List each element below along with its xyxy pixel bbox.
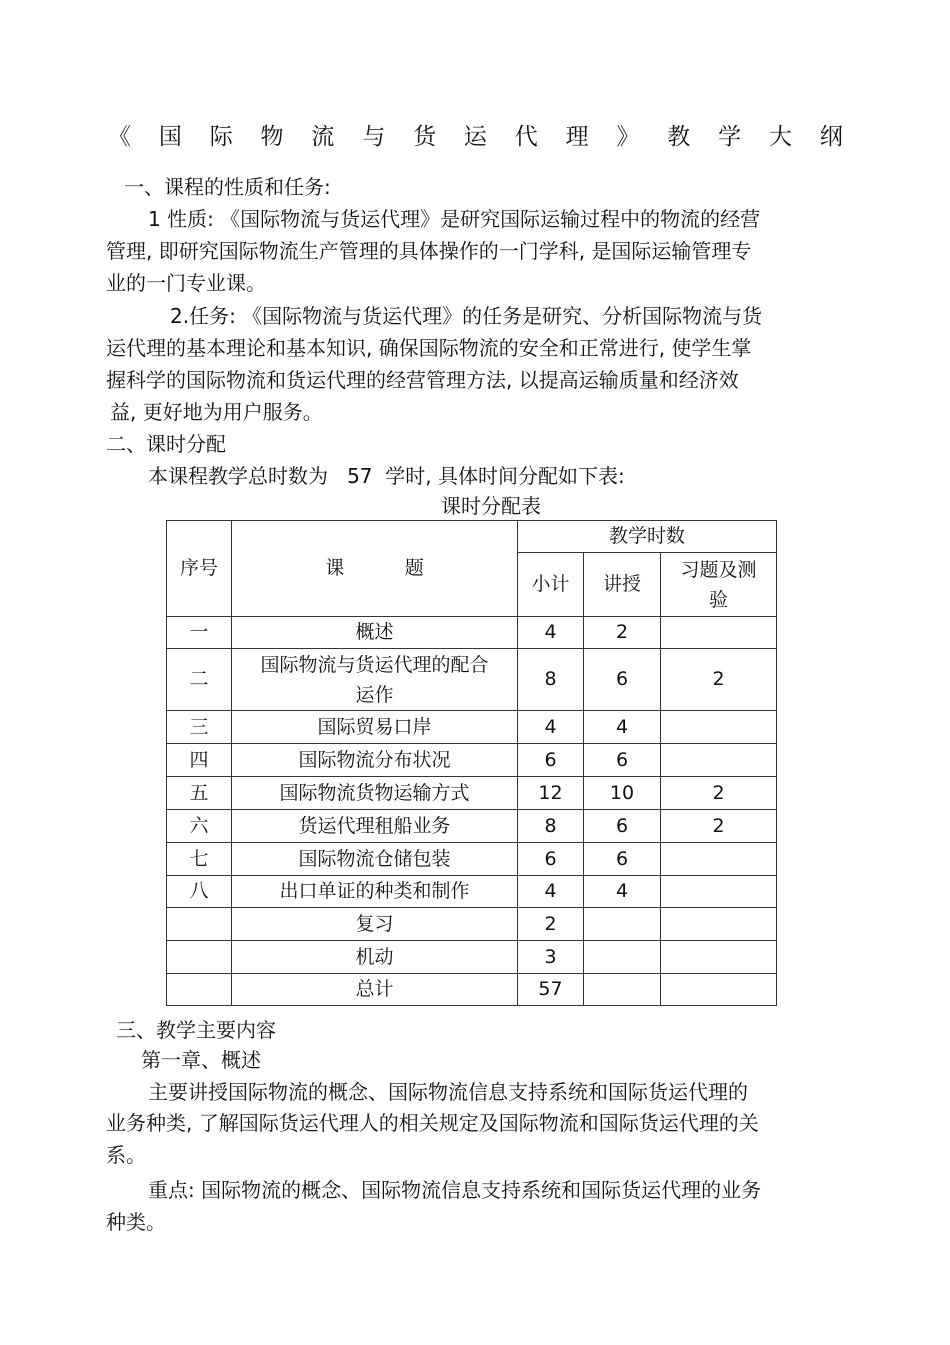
title-char: 国: [158, 124, 182, 150]
header-exercise-line: 习题及测: [680, 558, 757, 581]
row-exercise: 2: [661, 649, 777, 711]
row-lecture: 4: [584, 711, 661, 744]
row-subtotal: 2: [518, 908, 584, 941]
nature-line: 业的一门专业课。: [106, 271, 266, 295]
nature-line: 1 性质: 《国际物流与货运代理》是研究国际运输过程中的物流的经营: [148, 207, 761, 231]
row-seq: [167, 974, 232, 1006]
table-row: [167, 711, 777, 744]
header-subtotal: 小计: [518, 553, 584, 617]
row-topic: 国际物流货物运输方式: [232, 777, 518, 810]
key-point-line: 重点: 国际物流的概念、国际物流信息支持系统和国际货运代理的业务: [148, 1178, 762, 1202]
row-seq: 四: [167, 744, 232, 777]
page-title: [108, 118, 843, 151]
row-exercise: 2: [661, 810, 777, 843]
row-lecture: 6: [584, 843, 661, 876]
row-lecture: 6: [584, 649, 661, 711]
header-topic: 课 题: [232, 521, 518, 617]
row-topic-line: 国际物流与货运代理的配合: [260, 653, 489, 676]
row-topic: [232, 649, 518, 711]
row-seq: 三: [167, 711, 232, 744]
row-lecture: 6: [584, 744, 661, 777]
header-lecture: 讲授: [584, 553, 661, 617]
row-subtotal: 4: [518, 711, 584, 744]
row-lecture: 2: [584, 617, 661, 649]
header-exercise-line: 验: [708, 588, 728, 611]
row-topic: 国际物流分布状况: [232, 744, 518, 777]
table-row: [167, 744, 777, 777]
table-row: [167, 974, 777, 1006]
row-exercise: [661, 876, 777, 908]
row-seq: [167, 941, 232, 974]
title-char: 》: [616, 124, 640, 150]
title-char: 物: [260, 124, 284, 150]
title-char: 教: [667, 124, 691, 150]
table-row: [167, 908, 777, 941]
row-exercise: [661, 908, 777, 941]
row-topic: 货运代理租船业务: [232, 810, 518, 843]
row-seq: [167, 908, 232, 941]
task-line: 益, 更好地为用户服务。: [110, 400, 323, 424]
row-exercise: [661, 941, 777, 974]
title-char: 流: [311, 124, 335, 150]
title-char: 货: [413, 124, 437, 150]
table-row: [167, 649, 777, 711]
row-topic: 总计: [232, 974, 518, 1006]
section2-intro: 本课程教学总时数为 57 学时, 具体时间分配如下表:: [148, 464, 625, 488]
section2-heading: 二、课时分配: [106, 432, 226, 456]
task-line: 2.任务: 《国际物流与货运代理》的任务是研究、分析国际物流与货: [170, 304, 763, 328]
row-seq: 二: [167, 649, 232, 711]
table-row: [167, 617, 777, 649]
row-lecture: [584, 941, 661, 974]
title-char: 大: [768, 124, 792, 150]
title-char: 学: [718, 124, 742, 150]
chapter-desc-line: 系。: [106, 1143, 146, 1167]
row-subtotal: 4: [518, 617, 584, 649]
row-topic: 概述: [232, 617, 518, 649]
row-topic: 国际贸易口岸: [232, 711, 518, 744]
row-lecture: [584, 908, 661, 941]
nature-line: 管理, 即研究国际物流生产管理的具体操作的一门学科, 是国际运输管理专: [106, 239, 752, 263]
row-exercise: [661, 617, 777, 649]
header-seq: 序号: [167, 521, 232, 617]
row-lecture: [584, 974, 661, 1006]
row-subtotal: 57: [518, 974, 584, 1006]
title-char: 代: [514, 124, 538, 150]
row-subtotal: 6: [518, 744, 584, 777]
row-exercise: [661, 711, 777, 744]
row-subtotal: 4: [518, 876, 584, 908]
section3-heading: 三、教学主要内容: [116, 1018, 276, 1042]
title-char: 与: [362, 124, 386, 150]
row-lecture: 6: [584, 810, 661, 843]
row-topic: 出口单证的种类和制作: [232, 876, 518, 908]
chapter-title: 第一章、概述: [141, 1048, 261, 1072]
row-subtotal: 8: [518, 810, 584, 843]
table-header-row: [167, 521, 777, 553]
chapter-desc-line: 业务种类, 了解国际货运代理人的相关规定及国际物流和国际货运代理的关: [106, 1111, 759, 1135]
row-topic-line: 运作: [355, 683, 394, 706]
title-char: 纲: [819, 124, 843, 150]
row-seq: 六: [167, 810, 232, 843]
row-seq: 八: [167, 876, 232, 908]
row-subtotal: 8: [518, 649, 584, 711]
key-point-line: 种类。: [106, 1210, 166, 1234]
row-lecture: 10: [584, 777, 661, 810]
row-exercise: [661, 974, 777, 1006]
task-line: 握科学的国际物流和货运代理的经营管理方法, 以提高运输质量和经济效: [106, 368, 739, 392]
row-exercise: 2: [661, 777, 777, 810]
table-row: [167, 777, 777, 810]
row-subtotal: 12: [518, 777, 584, 810]
table-row: [167, 876, 777, 908]
hours-table: [166, 520, 777, 1006]
row-seq: 七: [167, 843, 232, 876]
title-char: 理: [565, 124, 589, 150]
chapter-desc-line: 主要讲授国际物流的概念、国际物流信息支持系统和国际货运代理的: [148, 1080, 748, 1104]
row-lecture: 4: [584, 876, 661, 908]
row-topic: 复习: [232, 908, 518, 941]
header-exercise: [661, 553, 777, 617]
table-row: [167, 843, 777, 876]
title-char: 《: [108, 124, 131, 150]
row-subtotal: 3: [518, 941, 584, 974]
row-exercise: [661, 744, 777, 777]
section1-heading: 一、课程的性质和任务:: [124, 175, 331, 199]
header-hours-group: 教学时数: [518, 521, 777, 553]
row-seq: 五: [167, 777, 232, 810]
row-seq: 一: [167, 617, 232, 649]
task-line: 运代理的基本理论和基本知识, 确保国际物流的安全和正常进行, 使学生掌: [106, 336, 752, 360]
table-row: [167, 810, 777, 843]
row-topic: 国际物流仓储包装: [232, 843, 518, 876]
title-char: 运: [463, 124, 487, 150]
table-row: [167, 941, 777, 974]
row-exercise: [661, 843, 777, 876]
row-subtotal: 6: [518, 843, 584, 876]
row-topic: 机动: [232, 941, 518, 974]
title-char: 际: [209, 124, 233, 150]
table-caption: 课时分配表: [441, 494, 541, 518]
